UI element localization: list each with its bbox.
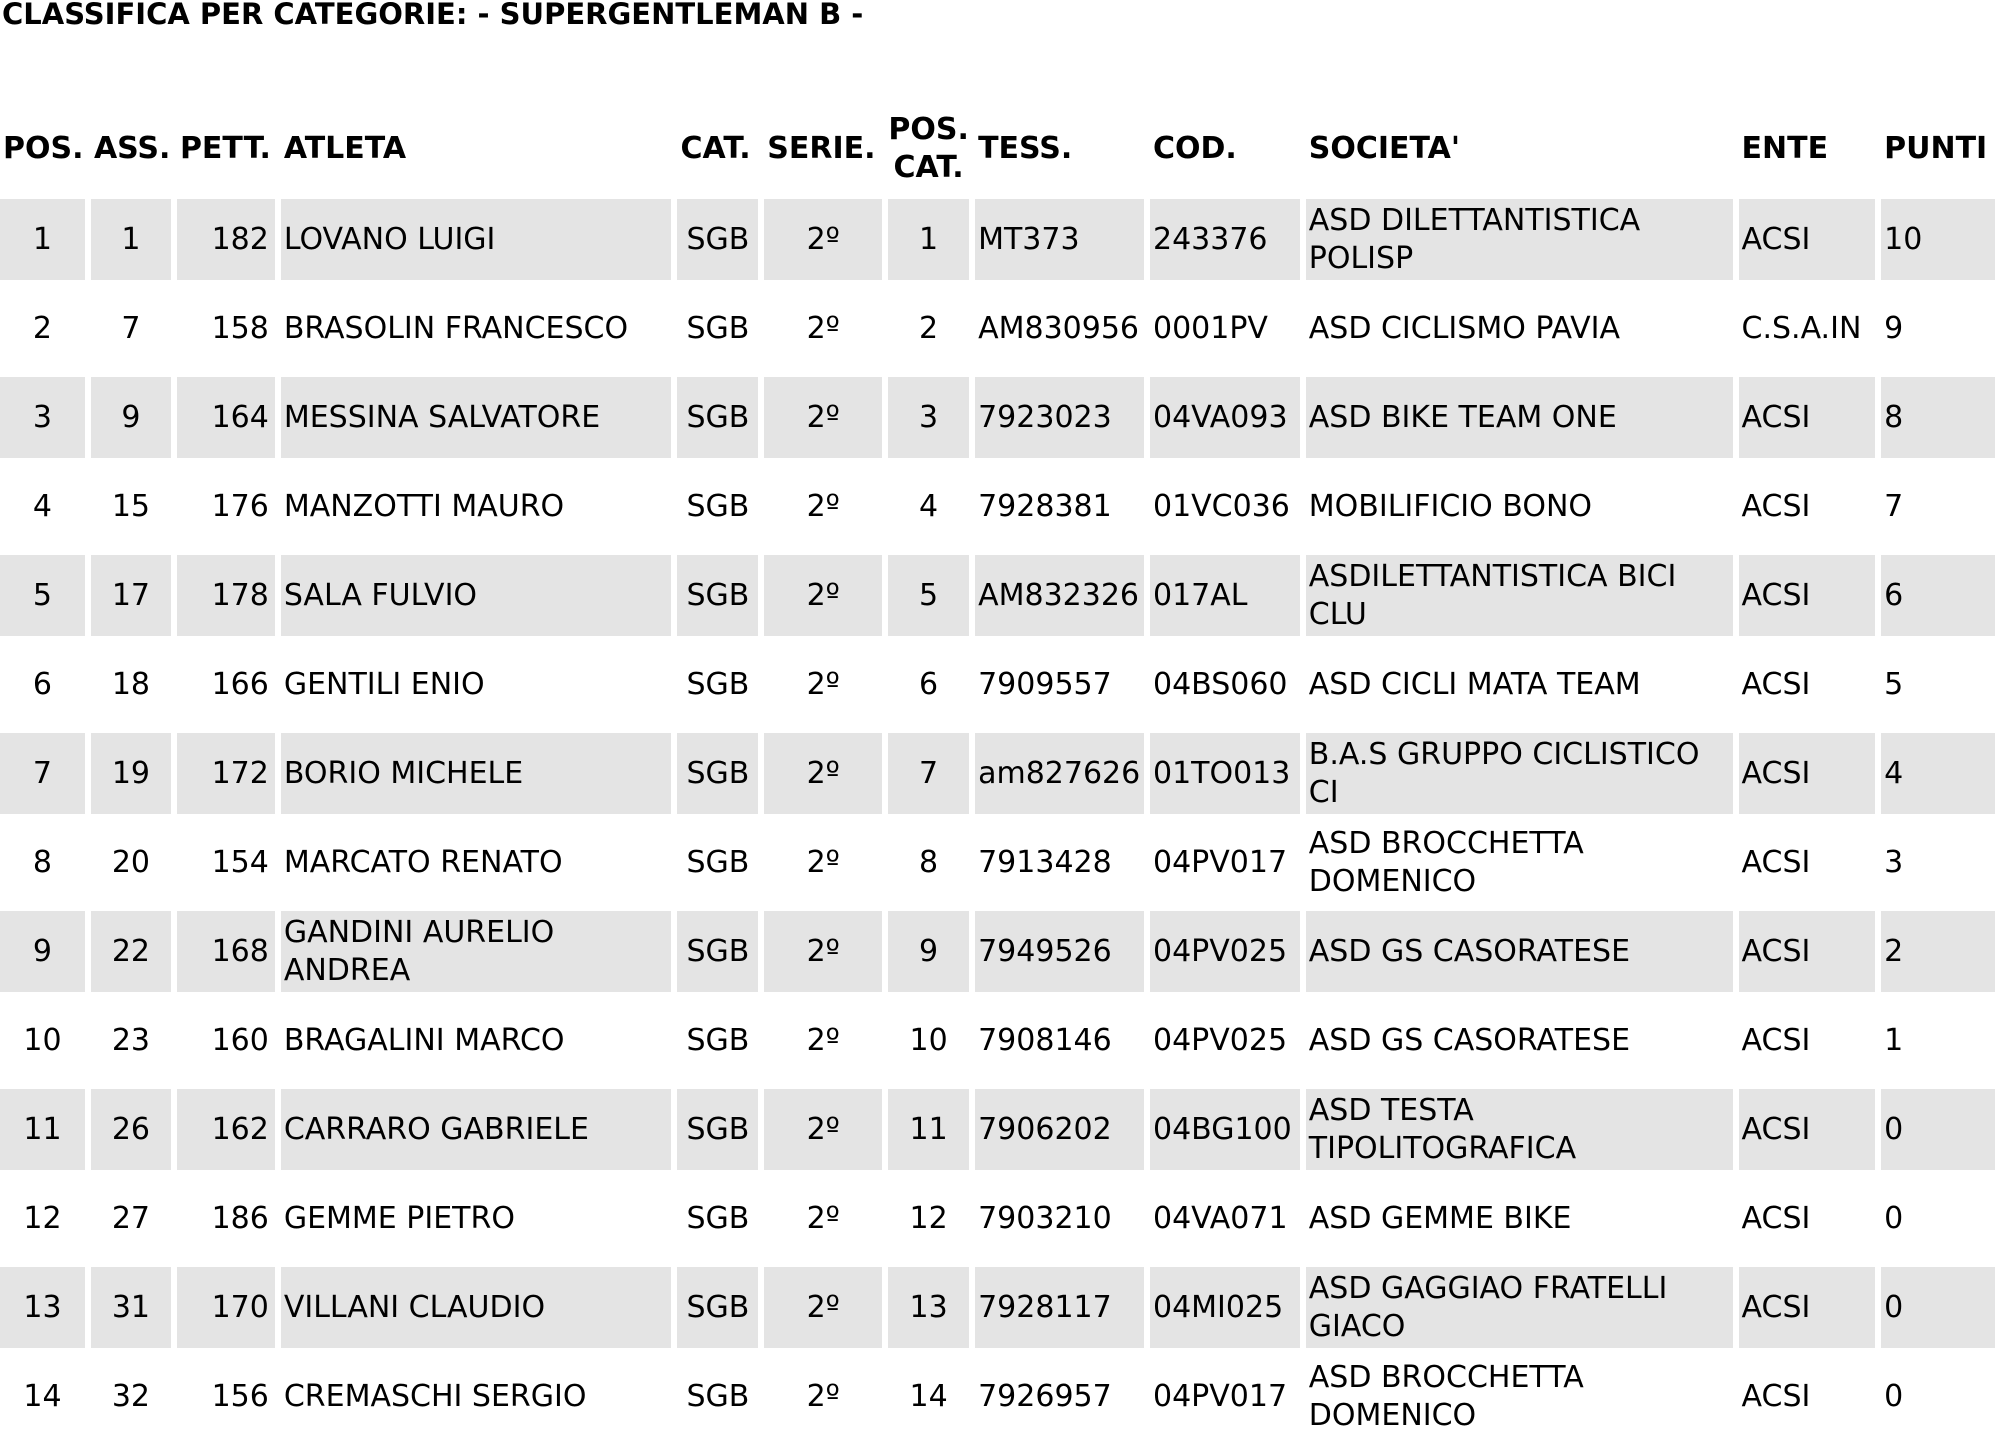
- cell-tess: MT373: [975, 194, 1144, 283]
- cell-pos-cat: 9: [888, 906, 969, 995]
- cell-ass: 9: [91, 372, 171, 461]
- cell-serie: 2º: [764, 461, 882, 550]
- cell-pos: 5: [0, 550, 85, 639]
- cell-ente: ACSI: [1739, 194, 1876, 283]
- cell-societa: B.A.S GRUPPO CICLISTICO CI: [1306, 728, 1733, 817]
- cell-pett: 166: [177, 639, 275, 728]
- header-tess: TESS.: [978, 131, 1073, 166]
- cell-tess: AM832326: [975, 550, 1144, 639]
- cell-pos: 10: [0, 995, 85, 1084]
- cell-tess: 7903210: [975, 1173, 1144, 1262]
- cell-ass: 17: [91, 550, 171, 639]
- table-row: [0, 372, 1995, 461]
- cell-ass: 15: [91, 461, 171, 550]
- cell-tess: 7913428: [975, 817, 1144, 906]
- cell-cod: 04PV017: [1150, 817, 1300, 906]
- cell-pett: 160: [177, 995, 275, 1084]
- header-pos: POS.: [3, 131, 84, 166]
- cell-cat: SGB: [677, 1173, 758, 1262]
- cell-pett: 162: [177, 1084, 275, 1173]
- header-pett: PETT.: [179, 131, 271, 166]
- cell-pos-cat: 3: [888, 372, 969, 461]
- cell-tess: 7906202: [975, 1084, 1144, 1173]
- cell-tess: 7909557: [975, 639, 1144, 728]
- cell-punti: 2: [1881, 906, 1995, 995]
- cell-punti: 7: [1881, 461, 1995, 550]
- cell-atleta: MANZOTTI MAURO: [281, 461, 672, 550]
- cell-pett: 170: [177, 1262, 275, 1351]
- header-pos-cat: POS. CAT.: [888, 112, 969, 185]
- cell-societa: ASD GEMME BIKE: [1306, 1173, 1733, 1262]
- table-row: [0, 461, 1995, 550]
- table-row: [0, 995, 1995, 1084]
- cell-pos-cat: 6: [888, 639, 969, 728]
- cell-ente: ACSI: [1739, 372, 1876, 461]
- cell-societa: ASD GAGGIAO FRATELLI GIACO: [1306, 1262, 1733, 1351]
- cell-pett: 176: [177, 461, 275, 550]
- cell-ente: ACSI: [1739, 550, 1876, 639]
- header-ente: ENTE: [1741, 131, 1829, 166]
- cell-pett: 178: [177, 550, 275, 639]
- cell-ass: 27: [91, 1173, 171, 1262]
- cell-ente: ACSI: [1739, 639, 1876, 728]
- cell-cat: SGB: [677, 1084, 758, 1173]
- header-serie: SERIE.: [767, 131, 876, 166]
- cell-cod: 01VC036: [1150, 461, 1300, 550]
- cell-punti: 9: [1881, 283, 1995, 372]
- cell-punti: 6: [1881, 550, 1995, 639]
- cell-serie: 2º: [764, 283, 882, 372]
- cell-pos: 13: [0, 1262, 85, 1351]
- cell-punti: 0: [1881, 1262, 1995, 1351]
- cell-pos: 14: [0, 1351, 85, 1440]
- cell-cat: SGB: [677, 283, 758, 372]
- cell-cat: SGB: [677, 550, 758, 639]
- cell-pos: 1: [0, 194, 85, 283]
- cell-pett: 168: [177, 906, 275, 995]
- cell-pos: 2: [0, 283, 85, 372]
- cell-tess: 7908146: [975, 995, 1144, 1084]
- table-row: [0, 906, 1995, 995]
- cell-pos-cat: 2: [888, 283, 969, 372]
- cell-tess: 7923023: [975, 372, 1144, 461]
- cell-cat: SGB: [677, 1351, 758, 1440]
- cell-pos: 7: [0, 728, 85, 817]
- cell-tess: am827626: [975, 728, 1144, 817]
- cell-cat: SGB: [677, 1262, 758, 1351]
- cell-punti: 0: [1881, 1084, 1995, 1173]
- header-row: [0, 104, 1995, 194]
- cell-punti: 0: [1881, 1173, 1995, 1262]
- table-row: [0, 639, 1995, 728]
- cell-tess: 7926957: [975, 1351, 1144, 1440]
- cell-cod: 243376: [1150, 194, 1300, 283]
- cell-atleta: MESSINA SALVATORE: [281, 372, 672, 461]
- table-row: [0, 1351, 1995, 1440]
- cell-cat: SGB: [677, 372, 758, 461]
- cell-cat: SGB: [677, 817, 758, 906]
- cell-pos: 3: [0, 372, 85, 461]
- cell-pett: 186: [177, 1173, 275, 1262]
- cell-pos: 12: [0, 1173, 85, 1262]
- cell-pos-cat: 5: [888, 550, 969, 639]
- cell-cod: 04BS060: [1150, 639, 1300, 728]
- results-table: [0, 104, 2001, 1440]
- cell-cod: 04MI025: [1150, 1262, 1300, 1351]
- cell-pos: 6: [0, 639, 85, 728]
- cell-cod: 04BG100: [1150, 1084, 1300, 1173]
- cell-atleta: VILLANI CLAUDIO: [281, 1262, 672, 1351]
- cell-ente: ACSI: [1739, 817, 1876, 906]
- cell-ass: 19: [91, 728, 171, 817]
- cell-pos: 11: [0, 1084, 85, 1173]
- cell-punti: 0: [1881, 1351, 1995, 1440]
- cell-atleta: SALA FULVIO: [281, 550, 672, 639]
- cell-cod: 04VA071: [1150, 1173, 1300, 1262]
- cell-pett: 154: [177, 817, 275, 906]
- cell-cod: 04PV025: [1150, 995, 1300, 1084]
- cell-societa: ASD BIKE TEAM ONE: [1306, 372, 1733, 461]
- cell-ente: ACSI: [1739, 728, 1876, 817]
- cell-societa: ASDILETTANTISTICA BICI CLU: [1306, 550, 1733, 639]
- cell-ass: 7: [91, 283, 171, 372]
- cell-cod: 01TO013: [1150, 728, 1300, 817]
- cell-ente: ACSI: [1739, 461, 1876, 550]
- cell-pos: 9: [0, 906, 85, 995]
- header-punti: PUNTI: [1884, 131, 1988, 166]
- cell-cat: SGB: [677, 461, 758, 550]
- cell-ente: ACSI: [1739, 1084, 1876, 1173]
- cell-cod: 04VA093: [1150, 372, 1300, 461]
- cell-punti: 5: [1881, 639, 1995, 728]
- table-body: [0, 194, 1995, 1440]
- cell-punti: 10: [1881, 194, 1995, 283]
- cell-atleta: GENTILI ENIO: [281, 639, 672, 728]
- table-row: [0, 1173, 1995, 1262]
- cell-atleta: GANDINI AURELIO ANDREA: [281, 906, 672, 995]
- cell-pos-cat: 4: [888, 461, 969, 550]
- cell-punti: 4: [1881, 728, 1995, 817]
- cell-serie: 2º: [764, 1262, 882, 1351]
- cell-pett: 164: [177, 372, 275, 461]
- cell-atleta: BORIO MICHELE: [281, 728, 672, 817]
- cell-serie: 2º: [764, 1173, 882, 1262]
- table-row: [0, 728, 1995, 817]
- cell-serie: 2º: [764, 1351, 882, 1440]
- cell-cod: 04PV017: [1150, 1351, 1300, 1440]
- cell-serie: 2º: [764, 817, 882, 906]
- cell-atleta: CARRARO GABRIELE: [281, 1084, 672, 1173]
- table-row: [0, 194, 1995, 283]
- cell-serie: 2º: [764, 639, 882, 728]
- cell-pett: 172: [177, 728, 275, 817]
- table-row: [0, 817, 1995, 906]
- cell-ass: 26: [91, 1084, 171, 1173]
- cell-cod: 017AL: [1150, 550, 1300, 639]
- cell-ente: C.S.A.IN: [1739, 283, 1876, 372]
- cell-punti: 1: [1881, 995, 1995, 1084]
- cell-pos: 8: [0, 817, 85, 906]
- cell-tess: AM830956: [975, 283, 1144, 372]
- cell-ass: 23: [91, 995, 171, 1084]
- cell-serie: 2º: [764, 728, 882, 817]
- cell-societa: ASD GS CASORATESE: [1306, 906, 1733, 995]
- cell-pos-cat: 13: [888, 1262, 969, 1351]
- cell-pos: 4: [0, 461, 85, 550]
- cell-atleta: CREMASCHI SERGIO: [281, 1351, 672, 1440]
- cell-tess: 7949526: [975, 906, 1144, 995]
- cell-pos-cat: 14: [888, 1351, 969, 1440]
- cell-serie: 2º: [764, 372, 882, 461]
- cell-ass: 20: [91, 817, 171, 906]
- table-header: [0, 104, 1995, 194]
- cell-societa: ASD CICLISMO PAVIA: [1306, 283, 1733, 372]
- cell-cat: SGB: [677, 194, 758, 283]
- header-ass: ASS.: [93, 131, 171, 166]
- cell-atleta: LOVANO LUIGI: [281, 194, 672, 283]
- cell-ass: 18: [91, 639, 171, 728]
- cell-pos-cat: 12: [888, 1173, 969, 1262]
- cell-ente: ACSI: [1739, 1173, 1876, 1262]
- table-row: [0, 283, 1995, 372]
- cell-societa: ASD GS CASORATESE: [1306, 995, 1733, 1084]
- cell-serie: 2º: [764, 550, 882, 639]
- cell-atleta: BRAGALINI MARCO: [281, 995, 672, 1084]
- cell-pett: 158: [177, 283, 275, 372]
- cell-ass: 22: [91, 906, 171, 995]
- cell-ente: ACSI: [1739, 1351, 1876, 1440]
- cell-societa: MOBILIFICIO BONO: [1306, 461, 1733, 550]
- cell-pett: 182: [177, 194, 275, 283]
- cell-serie: 2º: [764, 194, 882, 283]
- cell-ente: ACSI: [1739, 995, 1876, 1084]
- cell-punti: 3: [1881, 817, 1995, 906]
- table-row: [0, 550, 1995, 639]
- cell-serie: 2º: [764, 906, 882, 995]
- cell-pos-cat: 11: [888, 1084, 969, 1173]
- header-atleta: ATLETA: [283, 131, 407, 166]
- cell-pett: 156: [177, 1351, 275, 1440]
- cell-pos-cat: 1: [888, 194, 969, 283]
- cell-punti: 8: [1881, 372, 1995, 461]
- cell-cat: SGB: [677, 995, 758, 1084]
- cell-cat: SGB: [677, 906, 758, 995]
- cell-societa: ASD BROCCHETTA DOMENICO: [1306, 817, 1733, 906]
- table-row: [0, 1084, 1995, 1173]
- table-row: [0, 1262, 1995, 1351]
- header-cod: COD.: [1152, 131, 1237, 166]
- cell-ente: ACSI: [1739, 906, 1876, 995]
- cell-ass: 32: [91, 1351, 171, 1440]
- header-societa: SOCIETA': [1308, 131, 1461, 166]
- cell-serie: 2º: [764, 995, 882, 1084]
- cell-atleta: BRASOLIN FRANCESCO: [281, 283, 672, 372]
- cell-tess: 7928117: [975, 1262, 1144, 1351]
- cell-tess: 7928381: [975, 461, 1144, 550]
- cell-cod: 0001PV: [1150, 283, 1300, 372]
- cell-societa: ASD DILETTANTISTICA POLISP: [1306, 194, 1733, 283]
- cell-cat: SGB: [677, 728, 758, 817]
- cell-ass: 1: [91, 194, 171, 283]
- cell-pos-cat: 10: [888, 995, 969, 1084]
- cell-pos-cat: 8: [888, 817, 969, 906]
- cell-serie: 2º: [764, 1084, 882, 1173]
- cell-pos-cat: 7: [888, 728, 969, 817]
- cell-cat: SGB: [677, 639, 758, 728]
- cell-societa: ASD TESTA TIPOLITOGRAFICA: [1306, 1084, 1733, 1173]
- cell-cod: 04PV025: [1150, 906, 1300, 995]
- cell-societa: ASD BROCCHETTA DOMENICO: [1306, 1351, 1733, 1440]
- page-title: CLASSIFICA PER CATEGORIE: - SUPERGENTLEMAN B -: [2, 0, 864, 31]
- cell-atleta: MARCATO RENATO: [281, 817, 672, 906]
- cell-societa: ASD CICLI MATA TEAM: [1306, 639, 1733, 728]
- cell-ass: 31: [91, 1262, 171, 1351]
- header-cat: CAT.: [680, 131, 751, 166]
- cell-atleta: GEMME PIETRO: [281, 1173, 672, 1262]
- cell-ente: ACSI: [1739, 1262, 1876, 1351]
